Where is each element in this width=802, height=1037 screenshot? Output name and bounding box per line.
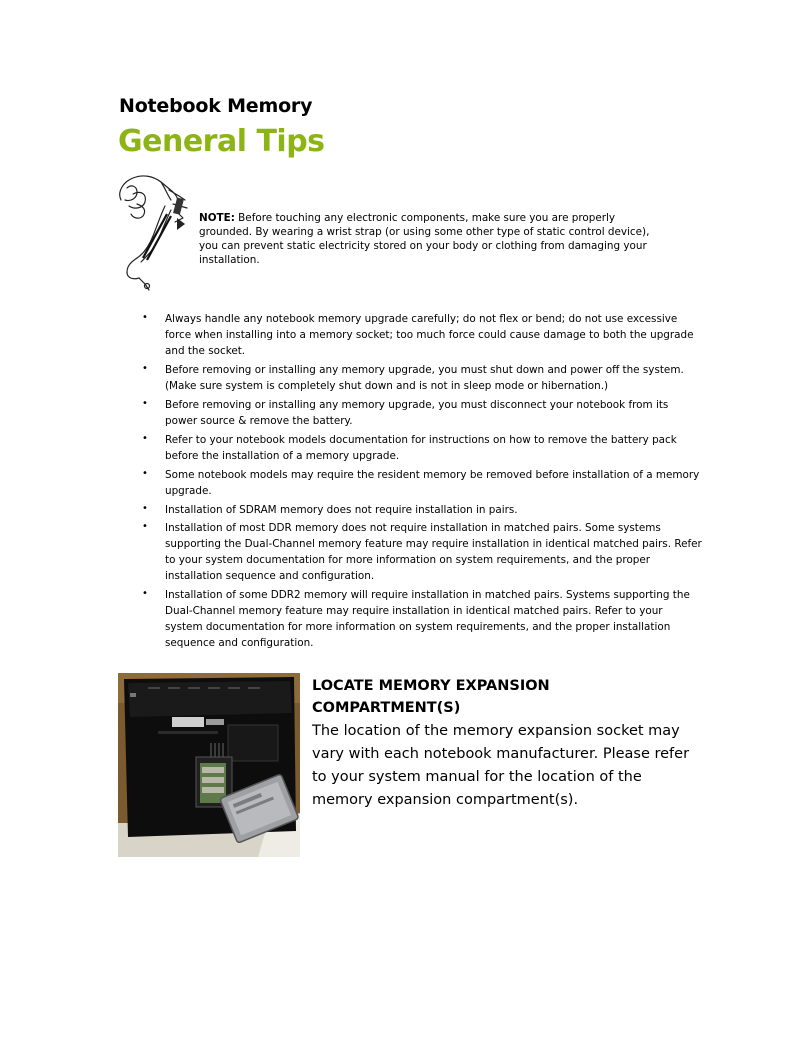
- bullet: •: [142, 363, 148, 374]
- wrist-strap-illustration: [113, 170, 193, 292]
- list-item: [142, 502, 702, 518]
- bullet: •: [142, 468, 148, 479]
- list-item: [142, 432, 702, 464]
- tip-text: Before removing or installing any memory upgrade, you must shut down and power off the system. (Make sure system is completely shut down and is not in sleep mode or hibernation.): [165, 364, 684, 392]
- list-item: [142, 362, 702, 394]
- tips-list: [142, 311, 702, 651]
- list-item: [142, 587, 702, 651]
- laptop-underside-photo: [118, 673, 300, 857]
- locate-heading: LOCATE MEMORY EXPANSION COMPARTMENT(S): [312, 678, 550, 716]
- list-item: [142, 467, 702, 499]
- tip-text: Refer to your notebook models documentation for instructions on how to remove the battery pack before the installation of a memory upgrade.: [165, 434, 677, 462]
- locate-body: The location of the memory expansion socket may vary with each notebook manufacturer. Please refer to your system manual for the location of the memory expansion compartment(s).: [312, 723, 690, 808]
- bullet: •: [142, 433, 148, 444]
- note-paragraph: [199, 211, 669, 267]
- tip-text: Installation of most DDR memory does not require installation in matched pairs. Some systems supporting the Dual-Channel memory feature may require installation in identical matched pairs. Refer to your system documentation for more information on system requirements, and the proper installation sequence and configuration.: [165, 522, 702, 582]
- bullet: •: [142, 312, 148, 323]
- tip-text: Installation of some DDR2 memory will require installation in matched pairs. Systems supporting the Dual-Channel memory feature may require installation in identical matched pairs. Refer to your system documentation for more information on system requirements, and the proper installation sequence and configuration.: [165, 589, 690, 649]
- page-subtitle: Notebook Memory: [119, 95, 313, 117]
- tip-text: Always handle any notebook memory upgrade carefully; do not flex or bend; do not use excessive force when installing into a memory socket; too much force could cause damage to both the upgrade and the socket.: [165, 313, 694, 357]
- tip-text: Installation of SDRAM memory does not require installation in pairs.: [165, 504, 518, 516]
- tip-text: Before removing or installing any memory upgrade, you must disconnect your notebook from its power source & remove the battery.: [165, 399, 669, 427]
- tip-text: Some notebook models may require the resident memory be removed before installation of a memory upgrade.: [165, 469, 700, 497]
- note-label: NOTE:: [199, 212, 235, 224]
- list-item: [142, 397, 702, 429]
- list-item: [142, 311, 702, 359]
- note-text: Before touching any electronic components, make sure you are properly grounded. By wearing a wrist strap (or using some other type of static control device), you can prevent static electricity stored on your body or clothing from damaging your installation.: [199, 212, 650, 266]
- list-item: [142, 520, 702, 584]
- bullet: •: [142, 398, 148, 409]
- bullet: •: [142, 503, 148, 514]
- bullet: •: [142, 521, 148, 532]
- page-title: General Tips: [118, 124, 325, 159]
- bullet: •: [142, 588, 148, 599]
